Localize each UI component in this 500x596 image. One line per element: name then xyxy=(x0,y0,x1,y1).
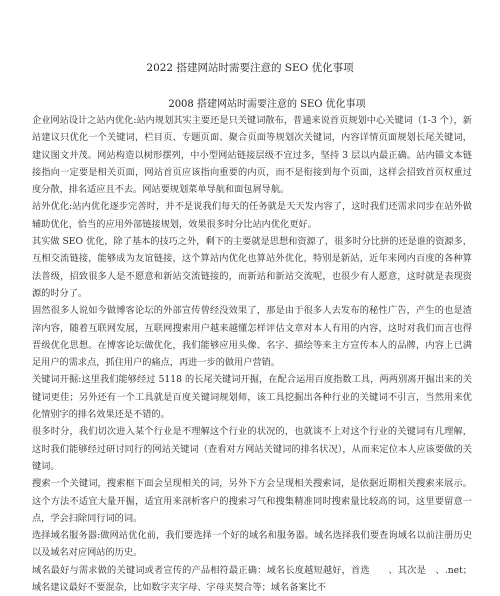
paragraph: 固然很多人说如今做博客论坛的外部宣传曾经没效果了，那是由于很多人去发布的秘性广告，产生的也是渣滓内容，随着互联网发展，互联网搜索用户越来越懂怎样评估文章对本人有用的内容，这时对我们而言也得晋级优化思想。在博客论坛做优化，我们能够应用头像、名字、描绘等来主方宣传本人的品牌，内容上已满足用户的需求点，抓住用户的痛点，再进一步的做用户营销。 xyxy=(32,305,472,369)
paragraph: 站外优化:站内优化逐步完善时，并不是说我们每天的任务就是天天发内容了，这时我们还需求同步在站外做辅助优化，恰当的应用外部链接规划，效果很多时分比站内优化更好。 xyxy=(32,201,472,230)
paragraph: 关键词开掘:这里我们能够经过 5118 的长尾关键词开掘，在配合运用百度指数工具，两两别离开掘出来的关键词更佳；另外还有一个工具就是百度关键词规划师，该工具挖掘出各种行业的关键词不引言，当然用来优化情别字的排名效果还是不错的。 xyxy=(32,374,472,421)
paragraph: 其实做 SEO 优化，除了基本的技巧之外，剩下的主要就是思想和资源了，很多时分比拼的还是谁的资源多，互相交流链接，能够成为友谊链接，这个算站内优化也算站外优化，特别是新站，近年来网内百度的各种算法普级，招致很多人是不愿意和新站交流链接的，而新站和新站交流呢，也很少有人愿意，这时就是表现资源的时分了。 xyxy=(32,236,472,299)
document-body xyxy=(32,112,472,596)
paragraph: 很多时分，我们切次进入某个行业是不理解这个行业的状况的，也就谈不上对这个行业的关键词有几理解，这时我们能够经过研讨同行的网站关键词（查看对方网站关键词的排名状况），从而来定位本人应该要做的关键词。 xyxy=(32,426,472,472)
paragraph: 搜索一个关键词，搜索框下面会呈现相关的词，另外下方会呈现相关搜索词，是依据近期相关搜索来展示。这个方法不适宜大量开掘，适宜用来剖析客户的搜索习气和搜集精准同时搜索量比较高的词，这里要留意一点，学会扫除同行词的词。 xyxy=(32,478,472,524)
paragraph: 企业网站设计之站内优化:站内规划其实主要还是只关键词散布，普通来说首页规划中心关键词（1-3 个），新站建议只优化一个关键词，栏目页、专题页面、聚合页面等规划次关键词，内容详情页面规划长尾关键词，建议图文并茂。网站构造以树形摆列，中小型网站链接层级不宜过多，坚持 3 层以内最正确。站内锚文本链接指向一定要是相关页面，网站首页应该指向重要的内页，而不是衔接到每个页面，这样会招致首页权重过度分散，排名适应且不去。网站要规划菜单导航和面包屑导航。 xyxy=(32,115,472,196)
paragraph: 选择域名服务器:做网站优化前，我们要选择一个好的域名和服务器。域名选择我们要查询域名以前注册历史以及域名对应网站的历史。 xyxy=(32,530,472,559)
paragraph: 域名最好与需求做的关键词或者宣传的产品相符最正确：域名长度越短越好，首选 、其次是 、.net；域名建议最好不要混杂，比如数字夹字母、字母夹契合等；域名备案比不 xyxy=(32,564,472,594)
document-subtitle: 2008 搭建网站时需要注意的 SEO 优化事项 xyxy=(168,99,366,110)
document-title: 2022 搭建网站时需要注意的 SEO 优化事项 xyxy=(146,62,354,74)
